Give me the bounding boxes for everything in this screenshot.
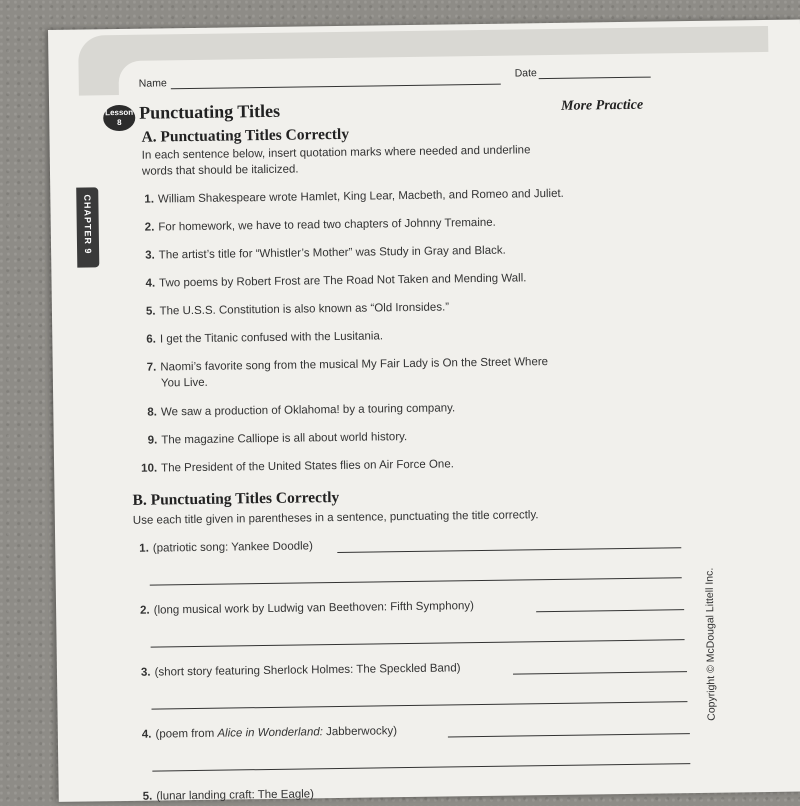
answer-line[interactable] bbox=[448, 733, 690, 737]
list-item: 4. Two poems by Robert Frost are The Road Not Taken and Mending Wall. bbox=[145, 272, 527, 290]
answer-line[interactable] bbox=[513, 671, 687, 674]
section-b-instructions: Use each title given in parentheses in a sentence, punctuating the title correctly. bbox=[132, 509, 539, 527]
list-item: 2. (long musical work by Ludwig van Beethoven: Fifth Symphony) bbox=[140, 600, 475, 617]
chapter-tab: CHAPTER 9 bbox=[76, 187, 99, 267]
answer-line[interactable] bbox=[337, 547, 681, 553]
list-item: 7. Naomi’s favorite song from the musical My Fair Lady is On the Street Where You Live. bbox=[146, 356, 549, 390]
list-item: 4. (poem from Alice in Wonderland: Jabberwocky) bbox=[141, 725, 398, 741]
answer-line[interactable] bbox=[151, 701, 687, 709]
list-item: 8. We saw a production of Oklahoma! by a touring company. bbox=[147, 402, 456, 419]
page-title: Punctuating Titles bbox=[139, 100, 281, 123]
lesson-badge: Lesson 8 bbox=[103, 105, 135, 131]
list-item: 5. The U.S.S. Constitution is also known as “Old Ironsides.” bbox=[145, 301, 450, 318]
section-a-instructions: In each sentence below, insert quotation marks where needed and underline words that should be italicized. bbox=[141, 144, 531, 178]
section-a-heading: A. Punctuating Titles Correctly bbox=[141, 125, 350, 146]
list-item: 6. I get the Titanic confused with the Lusitania. bbox=[146, 330, 384, 346]
section-b-heading: B. Punctuating Titles Correctly bbox=[132, 488, 340, 509]
answer-line[interactable] bbox=[536, 609, 684, 612]
more-practice-label: More Practice bbox=[561, 97, 644, 114]
list-item: 3. (short story featuring Sherlock Holmes: The Speckled Band) bbox=[140, 662, 461, 679]
worksheet-page bbox=[48, 20, 800, 802]
list-item: 2. For homework, we have to read two chapters of Johnny Tremaine. bbox=[144, 216, 496, 234]
list-item: 1. (patriotic song: Yankee Doodle) bbox=[139, 540, 313, 555]
list-item: 1. William Shakespeare wrote Hamlet, King Lear, Macbeth, and Romeo and Juliet. bbox=[144, 187, 564, 206]
list-item: 3. The artist’s title for “Whistler’s Mother” was Study in Gray and Black. bbox=[145, 244, 506, 262]
date-label: Date bbox=[514, 67, 537, 80]
answer-line[interactable] bbox=[152, 763, 690, 772]
copyright-notice: Copyright © McDougal Littell Inc. bbox=[703, 567, 718, 721]
list-item: 10. The President of the United States flies on Air Force One. bbox=[141, 458, 454, 475]
list-item: 5. (lunar landing craft: The Eagle) bbox=[142, 788, 315, 803]
answer-line[interactable] bbox=[150, 577, 682, 585]
list-item: 9. The magazine Calliope is all about world history. bbox=[147, 431, 408, 447]
name-label: Name bbox=[138, 77, 167, 90]
answer-line[interactable] bbox=[151, 639, 685, 647]
